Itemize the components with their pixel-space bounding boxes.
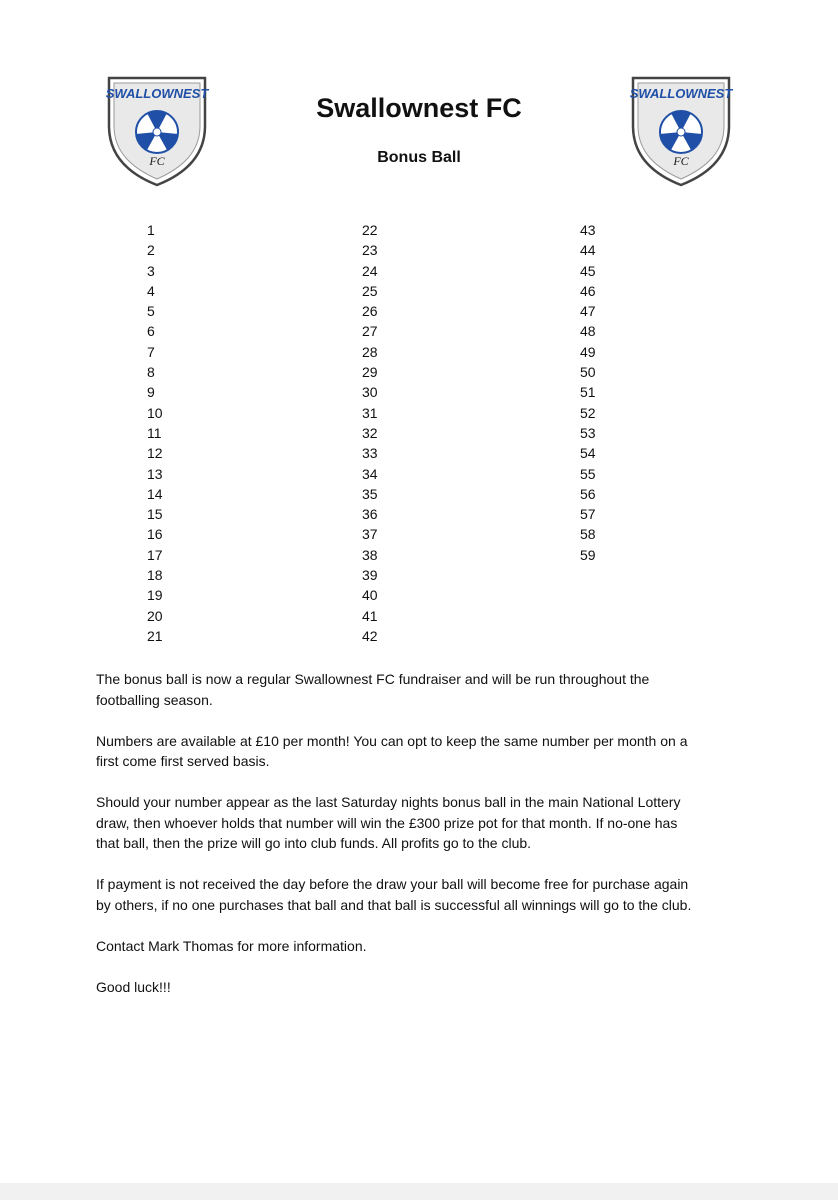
- number-item: 5: [147, 303, 155, 320]
- crest-club-name: SWALLOWNEST: [105, 86, 209, 101]
- crest-club-name: SWALLOWNEST: [629, 86, 733, 101]
- number-item: 10: [147, 404, 163, 421]
- number-item: 35: [362, 485, 378, 502]
- number-item: 44: [580, 242, 596, 259]
- number-column-3: [580, 220, 596, 565]
- number-item: 17: [147, 546, 163, 563]
- number-item: 30: [362, 384, 378, 401]
- number-item: 41: [362, 607, 378, 624]
- number-item: 15: [147, 506, 163, 523]
- number-item: 50: [580, 364, 596, 381]
- info-paragraph: The bonus ball is now a regular Swallownest FC fundraiser and will be run throughout the footballing season.: [96, 671, 650, 708]
- number-item: 37: [362, 526, 378, 543]
- number-item: 6: [147, 323, 155, 340]
- number-item: 14: [147, 485, 163, 502]
- number-item: 42: [362, 627, 378, 644]
- crest-suffix: FC: [149, 154, 165, 168]
- number-item: 3: [147, 262, 155, 279]
- number-item: 18: [147, 567, 163, 584]
- number-item: 1: [147, 222, 155, 238]
- number-item: 29: [362, 364, 378, 381]
- number-item: 36: [362, 506, 378, 523]
- number-item: 12: [147, 445, 163, 462]
- number-item: 53: [580, 424, 596, 441]
- number-item: 4: [147, 282, 155, 299]
- number-item: 27: [362, 323, 378, 340]
- contact-paragraph: Contact Mark Thomas for more information.: [96, 937, 367, 954]
- number-item: 24: [362, 262, 378, 279]
- number-item: 39: [362, 567, 378, 584]
- number-item: 16: [147, 526, 163, 543]
- number-item: 26: [362, 303, 378, 320]
- number-item: 45: [580, 262, 596, 279]
- number-item: 7: [147, 343, 155, 360]
- number-item: 13: [147, 465, 163, 482]
- number-item: 25: [362, 282, 378, 299]
- number-item: 22: [362, 222, 378, 238]
- number-item: 56: [580, 485, 596, 502]
- number-item: 20: [147, 607, 163, 624]
- number-item: 57: [580, 506, 596, 523]
- info-paragraph: If payment is not received the day before the draw your ball will become free for purchase again by others, if no one purchases that ball and that ball is successful all winnings will go to the club.: [96, 876, 692, 913]
- closing-paragraph: Good luck!!!: [96, 978, 171, 995]
- number-item: 28: [362, 343, 378, 360]
- number-item: 34: [362, 465, 378, 482]
- page-subtitle: Bonus Ball: [377, 149, 461, 166]
- number-item: 33: [362, 445, 378, 462]
- number-item: 58: [580, 526, 596, 543]
- number-item: 11: [147, 424, 162, 441]
- info-paragraph: Numbers are available at £10 per month! You can opt to keep the same number per month on a first come first served basis.: [96, 732, 688, 769]
- number-item: 55: [580, 465, 596, 482]
- number-item: 46: [580, 282, 596, 299]
- number-item: 43: [580, 222, 596, 238]
- number-item: 48: [580, 323, 596, 340]
- info-paragraph: Should your number appear as the last Saturday nights bonus ball in the main National Lottery draw, then whoever holds that number will win the £300 prize pot for that month. If no-one has that ball, then the prize will go into club funds. All profits go to the club.: [96, 794, 681, 851]
- number-item: 9: [147, 384, 155, 401]
- number-item: 31: [362, 404, 378, 421]
- crest-suffix: FC: [673, 154, 689, 168]
- number-item: 38: [362, 546, 378, 563]
- number-item: 21: [147, 627, 163, 644]
- page-title: Swallownest FC: [316, 93, 522, 123]
- number-item: 54: [580, 445, 596, 462]
- number-item: 19: [147, 587, 163, 604]
- number-item: 40: [362, 587, 378, 604]
- number-item: 47: [580, 303, 596, 320]
- number-column-1: [147, 220, 163, 646]
- number-column-2: [362, 220, 378, 646]
- number-item: 49: [580, 343, 596, 360]
- number-item: 8: [147, 364, 155, 381]
- number-item: 51: [580, 384, 596, 401]
- number-item: 2: [147, 242, 155, 259]
- info-text: [96, 669, 696, 1018]
- number-item: 23: [362, 242, 378, 259]
- number-item: 59: [580, 546, 596, 563]
- number-item: 32: [362, 424, 378, 441]
- number-item: 52: [580, 404, 596, 421]
